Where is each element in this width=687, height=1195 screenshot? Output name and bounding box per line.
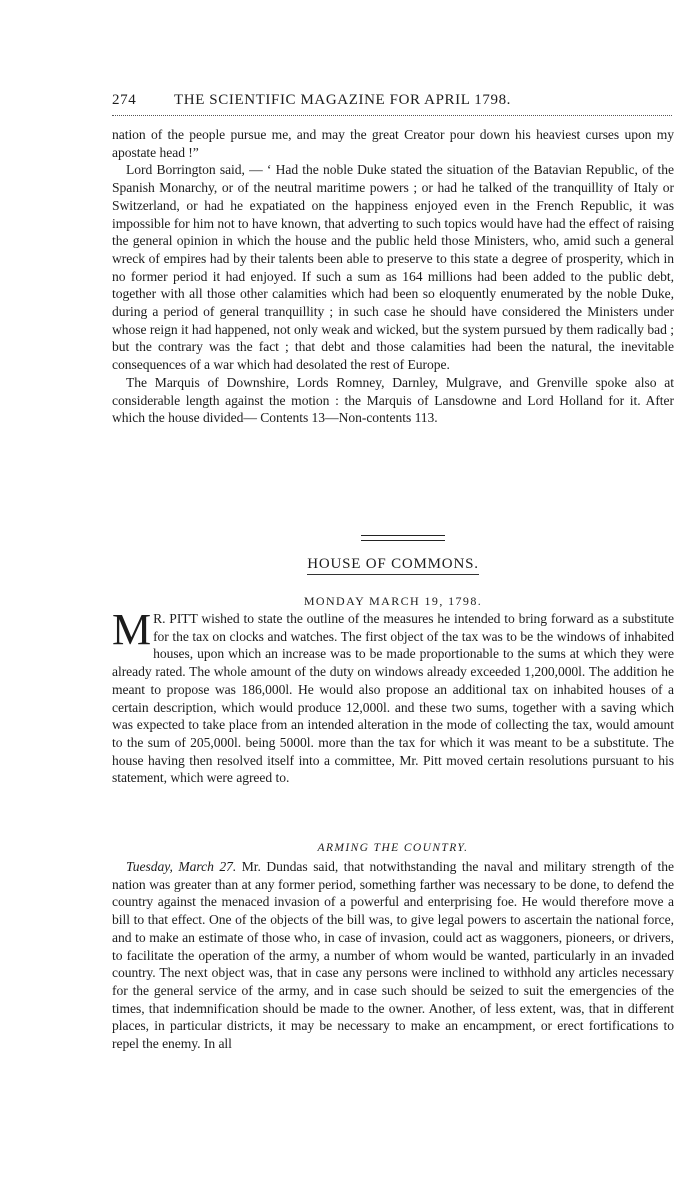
arming-date-lead: Tuesday, March 27.: [126, 859, 237, 874]
drop-cap: M: [112, 605, 152, 654]
section-heading: [112, 556, 674, 573]
running-head: [112, 92, 672, 112]
commons-text: [112, 605, 674, 787]
section-divider: [361, 535, 445, 541]
arming-paragraph-1-text: Mr. Dundas said, that notwithstanding the naval and military strength of the nation was greater than at any former period, something farther was necessary to be done, to defend the country against the menaced invasion of a powerful and enterprising foe. He would therefore move a bill to that effect. One of the objects of the bill was, to give legal powers to ascertain the national force, and to make an estimate of those who, in case of invasion, could act as waggoners, pioneers, or drivers, to facilitate the operation of the army, a number of whom would be wanted, particularly in an invaded country. The next object was, that in case any persons were inclined to withhold any articles necessary for the general service of the army, and in case such should be seized to suit the emergencies of the times, that indemnification should be made to the owner. Another, of less extent, was, that in different places, in particular districts, it may be necessary to make an encampment, or erect fortifications to repel the enemy. In all: [112, 859, 674, 1052]
session-date: MONDAY MARCH 19, 1798.: [303, 594, 483, 608]
commons-paragraph-1-text: R. PITT wished to state the outline of the measures he intended to bring forward as a substitute for the tax on clocks and watches. The first object of the tax was to be the windows of inhabited houses, upon which an increase was to be made proportionable to the sums at which they were already rated. The whole amount of the duty on windows already exceeded 1,200,000l. The addition he meant to propose was 186,000l. He would also propose an additional tax on inhabited houses of a certain description, which would produce 12,000l. and these two sums, together with a saving which was expected to take place from an intended alteration in the mode of collecting the tax, would amount to the sum of 205,000l. being 5000l. more than the tax for which it was meant to be a substitute. The house having then resolved itself into a committee, Mr. Pitt moved certain resolutions pursuant to his statement, which were agreed to.: [112, 611, 674, 786]
commons-paragraph-1: [112, 605, 674, 787]
arming-text: [112, 858, 674, 1053]
page-number: 274: [112, 92, 137, 108]
lords-paragraph-3: The Marquis of Downshire, Lords Romney, Darnley, Mulgrave, and Grenville spoke also at considerable length against the motion : the Marquis of Lansdowne and Lord Holland for it. After which the house divided— Contents 13—Non-contents 113.: [112, 374, 674, 426]
running-title: THE SCIENTIFIC MAGAZINE FOR APRIL 1798.: [174, 92, 512, 108]
arming-paragraph-1: [112, 858, 674, 1053]
lords-debate-text: [112, 126, 674, 427]
arming-subheading: ARMING THE COUNTRY.: [317, 842, 469, 854]
section-heading-text: HOUSE OF COMMONS.: [307, 556, 479, 575]
lords-paragraph-1: nation of the people pursue me, and may the great Creator pour down his heaviest curses upon my apostate head !”: [112, 127, 674, 160]
header-rule: [112, 115, 672, 116]
lords-paragraph-2: Lord Borrington said, — ‘ Had the noble Duke stated the situation of the Batavian Republic, of the Spanish Monarchy, or of the neutral maritime powers ; or had he talked of the tranquillity of Italy or Switzerland, or had he expatiated on the happiness enjoyed even in the French Republic, it was impossible for him not to have known, that adverting to such topics would have had the effect of raising the general opinion in which the house and the public held those Ministers, who, amid such a general wreck of empires had by their talents been able to preserve to this state a degree of prosperity, which in no former period it had enjoyed. If such a sum as 164 millions had been added to the public debt, together with all those other calamities which had been so eloquently enumerated by the noble Duke, during a period of general tranquillity ; in such case he should have considered the Ministers under whose reign it had happened, not only weak and wicked, but the system pursued by them radically bad ; but the contrary was the fact ; that debt and those calamities had been the natural, the inevitable consequences of a war which had desolated the rest of Europe.: [112, 162, 674, 373]
